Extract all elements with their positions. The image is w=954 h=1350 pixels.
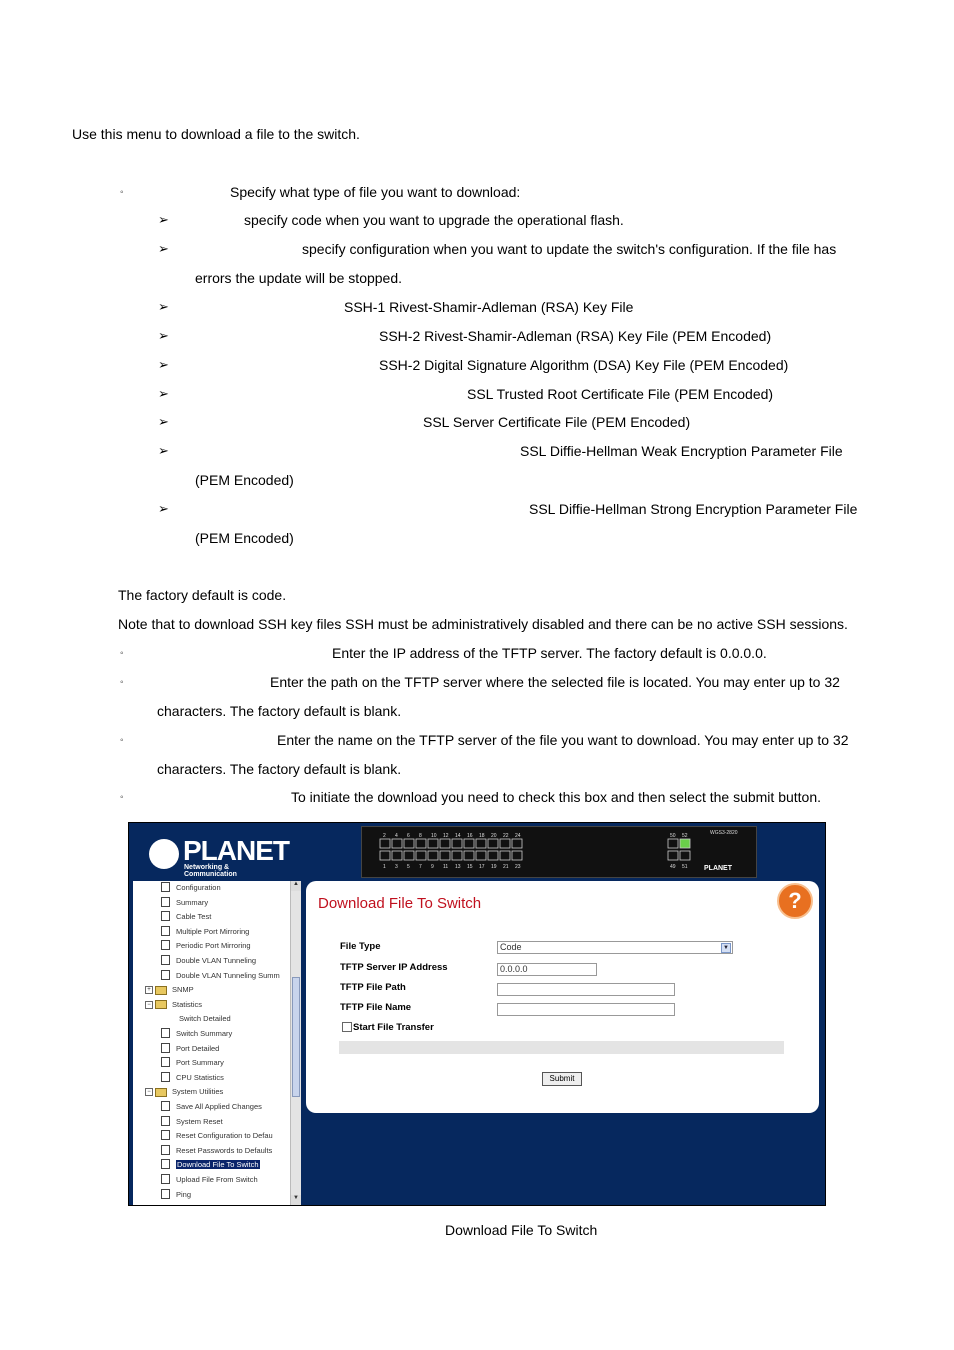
arrow-bullet-icon: ➢: [158, 443, 169, 458]
tree-scrollbar[interactable]: [290, 881, 301, 1205]
server-ip-desc: Enter the IP address of the TFTP server. The factory default is 0.0.0.0.: [332, 645, 767, 661]
switch-front-panel: [361, 826, 757, 878]
port-number-label: 3: [395, 864, 398, 870]
uplink-number-label: 49: [670, 864, 676, 870]
tree-item-label: SNMP: [172, 985, 194, 995]
port-number-label: 14: [455, 833, 461, 839]
file-path-label: TFTP File Path: [340, 982, 406, 993]
page-icon: [161, 940, 170, 950]
web-ui-screenshot: [129, 823, 825, 1205]
collapse-icon[interactable]: −: [145, 1088, 153, 1096]
tree-item-label: Ping: [176, 1189, 192, 1199]
submit-button[interactable]: Submit: [542, 1072, 582, 1086]
file-type-value: Code: [500, 942, 522, 952]
tree-item-label: Port Detailed: [176, 1043, 220, 1053]
page-icon: [161, 1130, 170, 1140]
page-icon: [161, 1174, 170, 1184]
ssh-note-text: Note that to download SSH key files SSH must be administratively disabled and there can be no active SSH sessions.: [118, 616, 848, 632]
port-icon: [500, 839, 510, 848]
content-panel: [306, 881, 819, 1113]
page-icon: [161, 1028, 170, 1038]
port-number-label: 22: [503, 833, 509, 839]
bullet-icon: ◦: [120, 648, 124, 659]
folder-icon: [155, 986, 167, 995]
bullet-icon: ◦: [120, 792, 124, 803]
file-path-cont: characters. The factory default is blank.: [157, 703, 402, 719]
bullet-icon: ◦: [120, 735, 124, 746]
page-icon: [161, 1072, 170, 1082]
port-number-label: 17: [479, 864, 485, 870]
tree-item-label: Switch Detailed: [179, 1014, 231, 1024]
status-bar: [339, 1041, 784, 1054]
file-type-select[interactable]: [497, 941, 733, 954]
tree-item-label: System Utilities: [172, 1087, 224, 1097]
port-icon: [452, 839, 462, 848]
page-icon: [161, 882, 170, 892]
port-icon: [416, 839, 426, 848]
option-ssh1-desc: SSH-1 Rivest-Shamir-Adleman (RSA) Key File: [344, 299, 634, 315]
tree-item[interactable]: [161, 1160, 260, 1173]
port-icon: [392, 839, 402, 848]
tree-item[interactable]: [161, 1073, 224, 1086]
arrow-bullet-icon: ➢: [158, 414, 169, 429]
port-icon: [512, 851, 522, 860]
tree-item-label: Reset Passwords to Defaults: [176, 1145, 273, 1155]
panel-brand: PLANET: [704, 865, 732, 872]
port-number-label: 1: [383, 864, 386, 870]
server-ip-label: TFTP Server IP Address: [340, 962, 448, 973]
port-icon: [512, 839, 522, 848]
port-number-label: 16: [467, 833, 473, 839]
option-ssh2-rsa-desc: SSH-2 Rivest-Shamir-Adleman (RSA) Key File (PEM Encoded): [379, 328, 772, 344]
tree-item-label: Cable Test: [176, 912, 212, 922]
port-number-label: 21: [503, 864, 509, 870]
page-icon: [161, 1189, 170, 1199]
port-icon: [380, 839, 390, 848]
page-icon: [161, 1057, 170, 1067]
tree-item[interactable]: [161, 1131, 273, 1144]
file-name-cont: characters. The factory default is blank.: [157, 761, 402, 777]
file-name-desc: Enter the name on the TFTP server of the file you want to download. You may enter up to 32: [277, 732, 849, 748]
arrow-bullet-icon: ➢: [158, 241, 169, 256]
page-icon: [161, 911, 170, 921]
planet-logo-icon: [149, 839, 179, 869]
tree-item[interactable]: [145, 1000, 202, 1013]
start-transfer-checkbox[interactable]: [342, 1022, 352, 1032]
intro-text: Use this menu to download a file to the switch.: [72, 126, 360, 142]
uplink-number-label: 51: [682, 864, 688, 870]
port-number-label: 24: [515, 833, 521, 839]
tree-item-label: Double VLAN Tunneling Summ: [176, 970, 280, 980]
arrow-bullet-icon: ➢: [158, 299, 169, 314]
tree-item-label: Reset Configuration to Defau: [176, 1131, 273, 1141]
port-icon: [500, 851, 510, 860]
model-label: WGS3-2820: [710, 830, 738, 836]
tree-item[interactable]: [161, 1117, 223, 1130]
tree-item[interactable]: [161, 956, 256, 969]
port-icon: [476, 839, 486, 848]
port-number-label: 8: [419, 833, 422, 839]
navigation-tree[interactable]: [133, 881, 300, 1205]
port-number-label: 9: [431, 864, 434, 870]
port-icon: [452, 851, 462, 860]
port-icon: [440, 839, 450, 848]
tree-item[interactable]: [161, 971, 280, 984]
tree-item-label: Statistics: [172, 999, 203, 1009]
page-icon: [161, 955, 170, 965]
arrow-bullet-icon: ➢: [158, 357, 169, 372]
port-number-label: 15: [467, 864, 473, 870]
page-icon: [161, 1043, 170, 1053]
expand-icon[interactable]: +: [145, 986, 153, 994]
option-ssl-root-desc: SSL Trusted Root Certificate File (PEM Encoded): [467, 386, 774, 402]
server-ip-input[interactable]: 0.0.0.0: [497, 963, 597, 976]
help-icon[interactable]: ?: [777, 883, 813, 919]
port-icon: [440, 851, 450, 860]
port-icon: [464, 839, 474, 848]
file-name-label: TFTP File Name: [340, 1002, 412, 1013]
arrow-bullet-icon: ➢: [158, 212, 169, 227]
port-number-label: 20: [491, 833, 497, 839]
uplink-number-label: 52: [682, 833, 688, 839]
page-icon: [161, 970, 170, 980]
file-type-label: File Type: [340, 941, 381, 952]
port-number-label: 7: [419, 864, 422, 870]
option-code-desc: specify code when you want to upgrade the operational flash.: [244, 212, 624, 228]
page-title: Download File To Switch: [318, 895, 482, 912]
folder-icon: [155, 1088, 167, 1097]
port-icon: [392, 851, 402, 860]
page-icon: [161, 897, 170, 907]
port-number-label: 19: [491, 864, 497, 870]
tree-item-label: Upload File From Switch: [176, 1175, 258, 1184]
port-icon: [380, 851, 390, 860]
scroll-up-icon[interactable]: ▲: [291, 881, 301, 891]
port-number-label: 2: [383, 833, 386, 839]
tree-item[interactable]: [161, 883, 221, 896]
tree-item[interactable]: [161, 1102, 262, 1115]
file-name-input[interactable]: [497, 1003, 675, 1016]
port-number-label: 4: [395, 833, 398, 839]
tree-item-label: System Reset: [176, 1116, 223, 1126]
option-config-desc: specify configuration when you want to update the switch's configuration. If the file has: [302, 241, 837, 257]
tree-item-label: Double VLAN Tunneling: [176, 956, 257, 965]
port-number-label: 18: [479, 833, 485, 839]
page-icon: [161, 1145, 170, 1155]
tree-item-label: CPU Statistics: [176, 1072, 224, 1082]
tree-item-label: Save All Applied Changes: [176, 1102, 262, 1111]
planet-logo: PLANET Networking & Communication: [149, 837, 279, 873]
file-type-desc: Specify what type of file you want to download:: [230, 184, 521, 200]
tree-item[interactable]: [145, 1087, 223, 1100]
arrow-bullet-icon: ➢: [158, 386, 169, 401]
tree-item[interactable]: [161, 1146, 272, 1159]
page-icon: [161, 1116, 170, 1126]
folder-icon: [155, 1000, 167, 1009]
chevron-down-icon[interactable]: ▼: [721, 943, 731, 953]
page-icon: [161, 1101, 170, 1111]
port-number-label: 13: [455, 864, 461, 870]
option-ssl-server-desc: SSL Server Certificate File (PEM Encoded): [423, 414, 691, 430]
port-number-label: 6: [407, 833, 410, 839]
tree-item[interactable]: [145, 985, 194, 998]
port-icon: [464, 851, 474, 860]
tree-item[interactable]: [161, 927, 249, 940]
bullet-icon: ◦: [120, 187, 124, 198]
tree-item-label: Configuration: [176, 883, 221, 892]
uplink-number-label: 50: [670, 833, 676, 839]
port-icon: [404, 839, 414, 848]
option-ssl-strong-cont: (PEM Encoded): [195, 530, 294, 546]
collapse-icon[interactable]: −: [145, 1001, 153, 1009]
tree-item[interactable]: [161, 1029, 232, 1042]
port-number-label: 11: [443, 864, 449, 870]
port-icon: [428, 839, 438, 848]
tree-item[interactable]: [161, 941, 251, 954]
header-banner: [129, 823, 825, 879]
tree-item[interactable]: [161, 1175, 258, 1188]
tree-item-label: Download File To Switch: [177, 1160, 259, 1170]
port-icon: [488, 839, 498, 848]
port-number-label: 5: [407, 864, 410, 870]
tree-item[interactable]: [161, 1058, 224, 1071]
tree-item-label: Switch Summary: [176, 1029, 233, 1038]
scroll-down-icon[interactable]: ▼: [291, 1195, 301, 1205]
page-icon: [161, 1159, 170, 1169]
tree-item[interactable]: [161, 898, 208, 911]
tree-item-label: Summary: [176, 897, 209, 907]
option-config-cont: errors the update will be stopped.: [195, 270, 403, 286]
tree-item[interactable]: [161, 1190, 191, 1203]
tree-item-label: Port Summary: [176, 1058, 224, 1068]
option-ssl-weak-desc: SSL Diffie-Hellman Weak Encryption Parameter File: [520, 443, 843, 459]
bullet-icon: ◦: [120, 677, 124, 688]
option-ssh2-dsa-desc: SSH-2 Digital Signature Algorithm (DSA) Key File (PEM Encoded): [379, 357, 789, 373]
tree-item-label: Multiple Port Mirroring: [176, 926, 250, 936]
port-icon: [476, 851, 486, 860]
tree-item[interactable]: [179, 1014, 231, 1027]
port-number-label: 23: [515, 864, 521, 870]
tree-item[interactable]: [161, 912, 211, 925]
scroll-thumb[interactable]: [292, 977, 300, 1097]
port-icon: [428, 851, 438, 860]
port-icon: [404, 851, 414, 860]
factory-default-text: The factory default is code.: [118, 587, 287, 603]
port-number-label: 10: [431, 833, 437, 839]
tree-item[interactable]: [161, 1044, 219, 1057]
port-number-label: 12: [443, 833, 449, 839]
port-icon: [488, 851, 498, 860]
arrow-bullet-icon: ➢: [158, 328, 169, 343]
page-icon: [161, 926, 170, 936]
option-ssl-weak-cont: (PEM Encoded): [195, 472, 294, 488]
port-icon: [416, 851, 426, 860]
tree-item-label: Periodic Port Mirroring: [176, 941, 251, 951]
file-path-input[interactable]: [497, 983, 675, 996]
file-path-desc: Enter the path on the TFTP server where the selected file is located. You may enter up to 32: [270, 674, 840, 690]
option-ssl-strong-desc: SSL Diffie-Hellman Strong Encryption Parameter File: [529, 501, 858, 517]
arrow-bullet-icon: ➢: [158, 501, 169, 516]
figure-caption: Download File To Switch: [445, 1222, 598, 1238]
start-transfer-label: Start File Transfer: [353, 1022, 434, 1033]
start-desc: To initiate the download you need to check this box and then select the submit button.: [291, 789, 822, 805]
